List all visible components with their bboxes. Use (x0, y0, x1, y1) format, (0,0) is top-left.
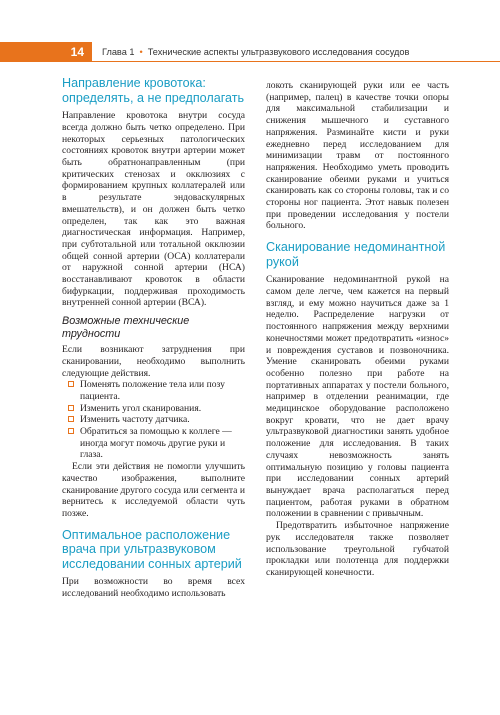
list-item: Изменить угол сканирования. (62, 403, 245, 415)
right-column (266, 80, 449, 579)
square-bullet-icon (68, 428, 74, 434)
paragraph-continued: локоть сканирующей руки или ее часть (например, палец) в качестве точки опоры для максимальной стабилизации и снижения мышечного и суставного напряжения. Разминайте кисти и руки ежедневно перед исследованием для минимизации травм от постоянного напряжения. Необходимо уметь проводить сканирование обеими руками и учиться сканировать как со стороны головы, так и со стороны ног пациента. Этот навык полезен при проведении исследования у постели больного. (266, 80, 449, 232)
section-gap (266, 232, 449, 240)
list-item: Обратиться за помощью к коллеге — иногда могут помочь другие руки и глаза. (62, 426, 245, 461)
paragraph-doctor-position: При возможности во время всех исследований необходимо использовать (62, 576, 245, 600)
square-bullet-icon (68, 405, 74, 411)
separator-bullet: • (139, 47, 143, 57)
heading-nondominant-hand: Сканирование недоминантной рукой (266, 240, 446, 269)
paragraph-difficulties-intro: Если возникают затруднения при сканировании, необходимо выполнить следующие действия. (62, 344, 245, 379)
square-bullet-icon (68, 381, 74, 387)
difficulties-list (62, 379, 245, 461)
paragraph-after-list: Если эти действия не помогли улучшить качество изображения, выполните сканирование другого сосуда или сегмента и вернитесь к исследуемой области чуть позже. (62, 461, 245, 519)
paragraph-flow-direction: Направление кровотока внутри сосуда всегда должно быть четко определено. При некоторых серьезных патологических состояниях кровоток внутри артерии может быть обратнонаправленным (при критических стенозах и окклюзиях с формированием крупных коллатералей или в результате эндоваскулярных вмешательств), и он должен быть четко определен, так как это важная диагностическая информация. Например, при субтотальной или тотальной окклюзии общей сонной артерии (ОСА) коллатерали от наружной сонной артерии (НСА) восстанавливают кровоток в области бифуркации, поддерживая проходимость внутренней сонной артерии (ВСА). (62, 110, 245, 309)
chapter-label: Глава 1 (102, 47, 135, 57)
paragraph-nondominant-1: Сканирование недоминантной рукой на самом деле легче, чем кажется на первый взгляд, и ему можно научиться даже за 1 неделю. Распределение нагрузки от постоянного напряжения между верхними конечностями может предотвратить «износ» и повреждения суставов и позвоночника. Умение сканировать обеими руками особенно полезно при работе на портативных аппаратах у постели больного, например в отделении реанимации, где медицинское оборудование расположено вокруг кровати, что не дает врачу ультразвуковой диагностики занять удобное положение для исследования. В таких случаях невозможность занять оптимальную позицию у головы пациента при исследовании сонных артерий вынуждает врача располагаться перед пациентом, работая руками в обратном положении в сравнении с привычным. (266, 274, 449, 520)
page-number: 14 (0, 42, 92, 62)
left-column (62, 76, 245, 600)
heading-flow-direction: Направление кровотока: определять, а не предполагать (62, 76, 245, 105)
chapter-title: Технические аспекты ультразвукового исследования сосудов (147, 47, 410, 57)
heading-technical-difficulties: Возможные технические трудности (62, 315, 190, 341)
running-head (102, 42, 409, 62)
square-bullet-icon (68, 416, 74, 422)
heading-doctor-position: Оптимальное расположение врача при ультразвуковом исследовании сонных артерий (62, 527, 242, 571)
header-rule (92, 61, 500, 62)
page-header (0, 0, 500, 62)
list-item: Изменить частоту датчика. (62, 414, 245, 426)
list-item: Поменять положение тела или позу пациента. (62, 379, 245, 402)
section-gap (62, 520, 245, 528)
paragraph-nondominant-2: Предотвратить избыточное напряжение рук исследователя также позволяет использование треугольной губчатой прокладки или полотенца для поддержки сканирующей конечности. (266, 520, 449, 578)
